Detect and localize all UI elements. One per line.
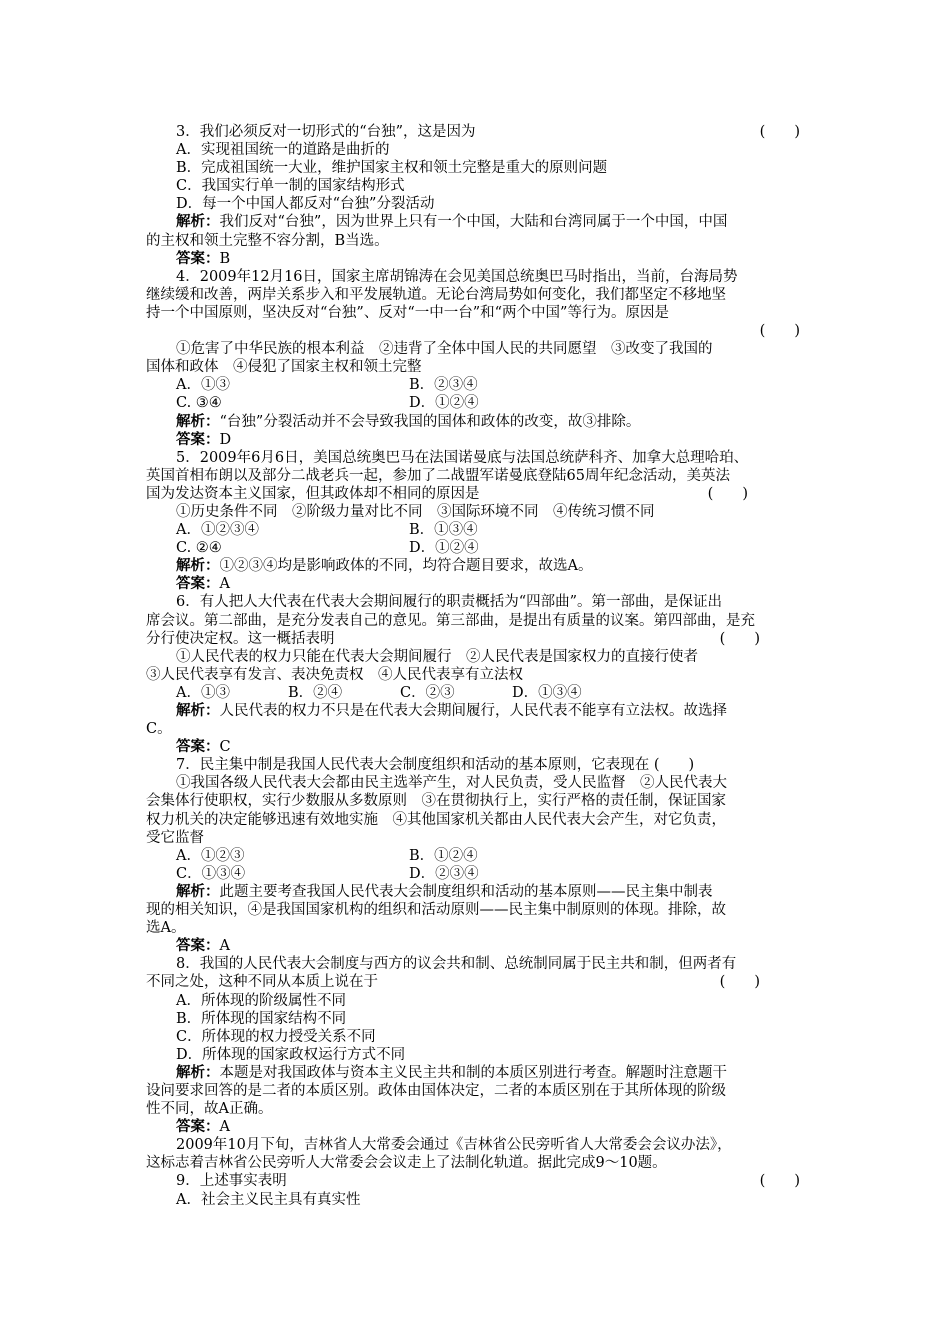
line-text: 的主权和领土完整不容分割，B当选。 [146,232,389,249]
line-text: C．所体现的权力授受关系不同 [176,1028,376,1045]
text-line [146,394,808,412]
line-text: 受它监督 [146,829,204,846]
line-text: ①人民代表的权力只能在代表大会期间履行 ②人民代表是国家权力的直接行使者 [176,648,698,665]
text-line [146,774,808,792]
answer-bracket: ( ) [759,323,800,340]
text-line [146,593,808,611]
text-line [146,268,808,286]
section-label: 解析： [176,213,220,231]
text-line [146,738,808,756]
text-line [146,720,808,738]
answer-option: D．①③④ [512,684,582,701]
line-text: 这标志着吉林省公民旁听人大常委会会议走上了法制化轨道。据此完成9～10题。 [146,1155,667,1172]
line-text: 设问要求回答的是二者的本质区别。政体由国体决定，二者的本质区别在于其所体现的阶级 [146,1082,726,1099]
text-line [146,557,808,575]
answer-options [176,865,808,883]
line-text: C．我国实行单一制的国家结构形式 [176,178,405,195]
line-text: 英国首相布朗以及部分二战老兵一起，参加了二战盟军诺曼底登陆65周年纪念活动，美英法 [146,467,730,484]
text-line [146,485,808,503]
text-line [146,666,808,684]
line-text: A [219,1119,230,1136]
line-text: A [219,938,230,955]
text-line [146,376,808,394]
line-text: 本题是对我国政体与资本主义民主共和制的本质区别进行考查。解题时注意题干 [219,1064,727,1081]
text-line [146,286,808,304]
text-line [146,630,808,648]
section-label: 答案： [176,937,220,955]
text-line [146,1010,808,1028]
answer-options [176,394,808,412]
text-line [146,322,808,340]
answer-option: C. ③④ [176,395,222,412]
line-text: 3．我们必须反对一切形式的“台独”，这是因为 [176,124,476,140]
text-line [146,955,808,973]
text-line [146,612,808,630]
text-line [146,159,808,177]
text-line [146,1100,808,1118]
section-label: 解析： [176,557,220,575]
section-label: 解析： [176,702,220,719]
text-line [146,992,808,1010]
line-text: D．每一个中国人都反对“台独”分裂活动 [176,196,435,213]
text-line [146,431,808,449]
text-line [146,232,808,250]
answer-option: B．①③④ [409,522,478,539]
text-line [146,1136,808,1154]
text-line [146,195,808,213]
line-text: 国为发达资本主义国家，但其政体却不相同的原因是 [146,485,480,502]
line-text: ①我国各级人民代表大会都由民主选举产生，对人民负责，受人民监督 ②人民代表大 [176,775,727,792]
line-text: “台独”分裂活动并不会导致我国的国体和政体的改变，故③排除。 [219,413,641,430]
line-text: 5．2009年6月6日，美国总统奥巴马在法国诺曼底与法国总统萨科齐、加拿大总理哈珀、 [176,449,749,466]
answer-options [176,376,808,394]
line-text: A．社会主义民主具有真实性 [176,1191,361,1208]
text-line [146,883,808,901]
answer-option: D．②③④ [409,865,479,882]
text-line [146,937,808,955]
line-text: C [219,739,231,756]
line-text: ①历史条件不同 ②阶级力量对比不同 ③国际环境不同 ④传统习惯不同 [176,503,655,520]
answer-option: D．①②④ [409,395,479,412]
text-line [146,865,808,883]
answer-options [176,847,808,865]
answer-bracket: ( ) [707,485,748,502]
text-line [146,1046,808,1064]
line-text: A．所体现的阶级属性不同 [176,992,346,1009]
line-text: 7．民主集中制是我国人民代表大会制度组织和活动的基本原则，它表现在 ( ) [176,757,695,774]
text-line [146,1191,808,1209]
line-text: ①危害了中华民族的根本利益 ②违背了全体中国人民的共同愿望 ③改变了我国的 [176,341,713,358]
text-line [146,503,808,521]
text-line [146,973,808,991]
answer-option: B．②③④ [409,377,478,394]
section-label: 答案： [176,249,220,267]
text-line [146,792,808,810]
section-label: 解析： [176,412,220,430]
text-line [146,340,808,358]
answer-option: B．①②④ [409,847,478,864]
line-text: 选A。 [146,920,186,937]
line-text: A [219,576,230,593]
text-line [146,250,808,268]
line-text: 不同之处，这种不同从本质上说在于 [146,974,378,991]
answer-option: A．①③ [176,684,230,701]
text-line [146,756,808,774]
answer-option: A．①②③ [176,847,245,864]
section-label: 答案： [176,575,220,593]
line-text: 4．2009年12月16日，国家主席胡锦涛在会见美国总统奥巴马时指出，当前，台海局势 [176,268,738,285]
text-line [146,1154,808,1172]
answer-options [176,684,808,702]
text-line [146,123,808,141]
section-label: 解析： [176,1063,220,1081]
line-text: 性不同，故A正确。 [146,1101,273,1118]
answer-option: B．②④ [288,684,343,701]
text-line [146,1064,808,1082]
line-text: ①②③④均是影响政体的不同，均符合题目要求，故选A。 [219,558,593,575]
answer-options [176,539,808,557]
line-text: 国体和政体 ④侵犯了国家主权和领土完整 [146,359,422,376]
line-text: 9．上述事实表明 [176,1173,287,1190]
section-label: 答案： [176,1118,220,1136]
line-text: 权力机关的决定能够迅速有效地实施 ④其他国家机关都由人民代表大会产生，对它负责， [146,811,726,828]
text-line [146,847,808,865]
answer-bracket: ( ) [719,630,760,647]
text-line [146,811,808,829]
answer-option: C．②③ [400,684,455,701]
text-line [146,1118,808,1136]
line-text: 2009年10月下旬，吉林省人大常委会通过《吉林省公民旁听省人大常委会会议办法》， [176,1137,732,1154]
text-line [146,919,808,937]
text-line [146,521,808,539]
answer-bracket: ( ) [719,974,760,991]
answer-option: C．①③④ [176,865,246,882]
text-line [146,901,808,919]
line-text: 我们反对“台独”，因为世界上只有一个中国，大陆和台湾同属于一个中国，中国 [219,214,728,231]
text-line [146,648,808,666]
text-line [146,177,808,195]
section-label: 解析： [176,882,220,900]
line-text: 人民代表的权力不只是在代表大会期间履行，人民代表不能享有立法权。故选择 [219,703,727,719]
line-text: 现的相关知识，④是我国国家机构的组织和活动原则——民主集中制原则的体现。排除，故 [146,902,726,919]
text-line [146,702,808,720]
line-text: B．完成祖国统一大业，维护国家主权和领土完整是重大的原则问题 [176,160,608,177]
text-line [146,575,808,593]
line-text: ③人民代表享有发言、表决免责权 ④人民代表享有立法权 [146,666,523,683]
answer-bracket: ( ) [759,1173,800,1190]
text-line [146,304,808,322]
answer-bracket: ( ) [759,124,800,140]
line-text: 席会议。第二部曲，是充分发表自己的意见。第三部曲，是提出有质量的议案。第四部曲，是充 [146,612,755,629]
line-text: D．所体现的国家政权运行方式不同 [176,1046,406,1063]
line-text: B．所体现的国家结构不同 [176,1010,347,1027]
answer-option: C. ②④ [176,540,222,557]
line-text: C。 [146,721,172,738]
answer-option: A．①③ [176,377,230,394]
text-line [146,1028,808,1046]
text-line [146,449,808,467]
text-line [146,539,808,557]
line-text: A．实现祖国统一的道路是曲折的 [176,142,390,159]
answer-option: D．①②④ [409,540,479,557]
document-body [146,123,808,1209]
text-line [146,1082,808,1100]
line-text: 8．我国的人民代表大会制度与西方的议会共和制、总统制同属于民主共和制，但两者有 [176,956,737,973]
text-line [146,413,808,431]
text-line [146,213,808,231]
line-text: B [219,250,231,267]
text-line [146,467,808,485]
text-line [146,358,808,376]
line-text: 持一个中国原则，坚决反对“台独”、反对“一中一台”和“两个中国”等行为。原因是 [146,304,669,321]
text-line [146,684,808,702]
line-text: 分行使决定权。这一概括表明 [146,630,335,647]
line-text: 此题主要考查我国人民代表大会制度组织和活动的基本原则——民主集中制表 [219,883,713,900]
line-text: 会集体行使职权，实行少数服从多数原则 ③在贯彻执行上，实行严格的责任制，保证国家 [146,793,726,810]
answer-options [176,521,808,539]
text-line [146,829,808,847]
section-label: 答案： [176,738,220,756]
text-line [146,1172,808,1190]
line-text: 继续缓和改善，两岸关系步入和平发展轨道。无论台湾局势如何变化，我们都坚定不移地坚 [146,286,726,303]
answer-option: A．①②③④ [176,522,259,539]
line-text: 6．有人把人大代表在代表大会期间履行的职责概括为“四部曲”。第一部曲，是保证出 [176,594,723,611]
line-text: D [219,431,232,448]
section-label: 答案： [176,430,220,448]
text-line [146,141,808,159]
